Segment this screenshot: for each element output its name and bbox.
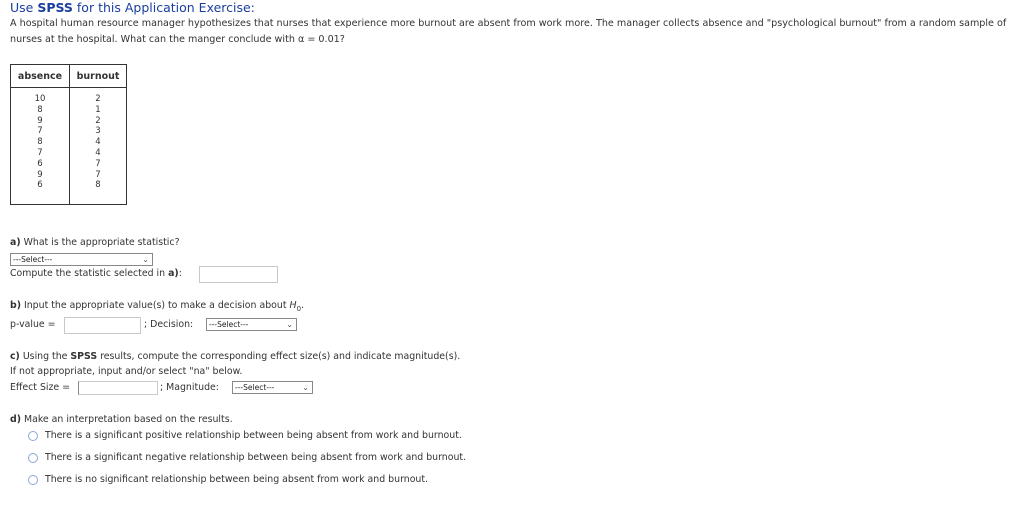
question-d — [10, 414, 233, 425]
note-c: If not appropriate, input and/or select "na" below. — [10, 366, 243, 377]
option-negative[interactable]: There is a significant negative relationship between being absent from work and burnout. — [45, 452, 467, 463]
radio-negative[interactable] — [28, 453, 38, 463]
part-c-post: results, compute the corresponding effect size(s) and indicate magnitude(s). — [97, 351, 461, 362]
burnout-value: 7 — [95, 158, 101, 169]
page-title — [10, 0, 255, 15]
decision-select-value: ---Select--- — [209, 320, 249, 329]
compute-text: Compute the statistic selected in — [10, 268, 169, 279]
chevron-down-icon: ⌄ — [302, 383, 309, 392]
effect-size-input[interactable] — [78, 381, 158, 395]
chevron-down-icon: ⌄ — [286, 320, 293, 329]
magnitude-select-value: ---Select--- — [235, 383, 275, 392]
h-sub: 0 — [296, 304, 302, 313]
part-a-label: a) — [10, 237, 21, 248]
burnout-value: 7 — [95, 169, 101, 180]
absence-value: 10 — [34, 94, 46, 104]
question-a — [10, 237, 180, 248]
absence-value: 8 — [37, 137, 43, 148]
burnout-value: 8 — [95, 180, 101, 191]
part-c-bold: SPSS — [70, 351, 98, 362]
part-a-question: What is the appropriate statistic? — [20, 237, 180, 248]
question-b — [10, 300, 304, 313]
burnout-column — [70, 88, 127, 205]
problem-intro: A hospital human resource manager hypothesizes that nurses that experience more burnout are absent from work more. The manager collects absence and "psychological burnout" from a random sample of nurses at the hospital. What can the manger conclude with α = 0.01? — [10, 18, 1007, 45]
h-end: . — [301, 300, 305, 311]
title-prefix: Use — [10, 0, 38, 15]
radio-none[interactable] — [28, 475, 38, 485]
part-b-question: Input the appropriate value(s) to make a decision about — [21, 300, 290, 311]
option-positive[interactable]: There is a significant positive relationship between being absent from work and burnout. — [45, 430, 462, 441]
part-c-pre: Using the — [19, 351, 71, 362]
part-c-label: c) — [10, 351, 20, 362]
h-symbol: H — [289, 300, 297, 311]
compute-colon: : — [178, 268, 182, 279]
burnout-value: 4 — [95, 137, 101, 148]
effect-size-label: Effect Size = — [10, 382, 71, 393]
question-c — [10, 351, 460, 362]
burnout-value: 4 — [95, 147, 101, 158]
statistic-select-value: ---Select--- — [13, 255, 53, 264]
compute-bold: a) — [168, 268, 179, 279]
absence-value: 7 — [37, 147, 43, 158]
col-header-absence: absence — [11, 65, 70, 88]
statistic-input[interactable] — [199, 266, 278, 283]
part-b-label: b) — [10, 300, 21, 311]
statistic-select[interactable] — [10, 253, 153, 266]
absence-value: 6 — [37, 158, 43, 169]
decision-select[interactable] — [206, 318, 297, 331]
title-bold: SPSS — [37, 0, 73, 15]
part-d-question: Make an interpretation based on the results. — [21, 414, 233, 425]
pvalue-input[interactable] — [64, 317, 141, 334]
part-d-label: d) — [10, 414, 21, 425]
magnitude-select[interactable] — [232, 381, 313, 394]
burnout-value: 3 — [95, 126, 101, 137]
compute-statistic-label — [10, 268, 182, 279]
absence-value: 7 — [37, 126, 43, 137]
burnout-value: 1 — [95, 104, 101, 115]
chevron-down-icon: ⌄ — [142, 255, 149, 264]
absence-value: 8 — [37, 104, 43, 115]
decision-label: ; Decision: — [144, 319, 194, 330]
data-table — [10, 64, 127, 205]
absence-value: 6 — [37, 180, 43, 191]
burnout-value: 2 — [95, 115, 101, 126]
burnout-value: 2 — [95, 94, 101, 104]
magnitude-label: ; Magnitude: — [160, 382, 219, 393]
radio-positive[interactable] — [28, 431, 38, 441]
pvalue-label: p-value = — [10, 319, 56, 330]
absence-value: 9 — [37, 115, 43, 126]
title-suffix: for this Application Exercise: — [72, 0, 255, 15]
absence-column — [11, 88, 70, 205]
option-none[interactable]: There is no significant relationship between being absent from work and burnout. — [45, 474, 429, 485]
absence-value: 9 — [37, 169, 43, 180]
col-header-burnout: burnout — [70, 65, 127, 88]
